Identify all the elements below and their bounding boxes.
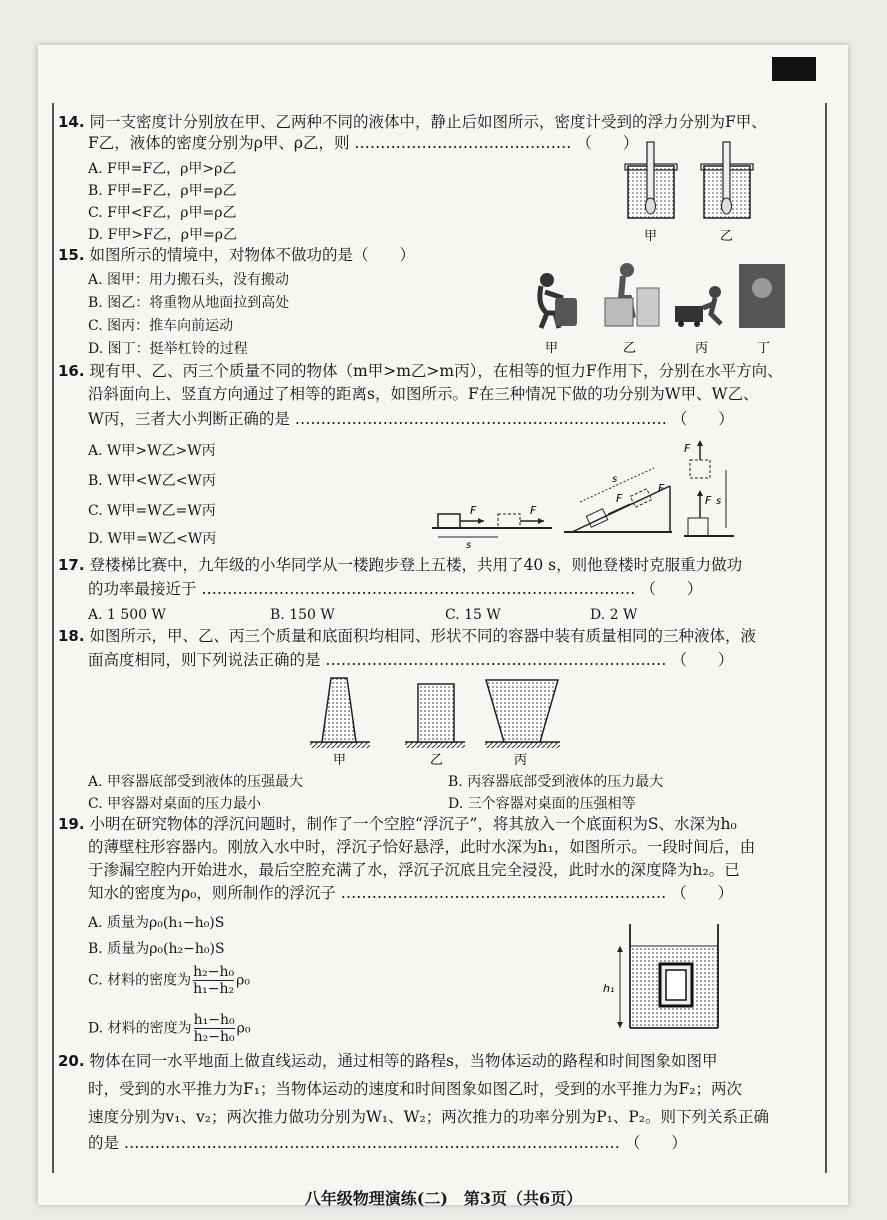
q16-force-figure <box>432 440 737 555</box>
svg-text:s: s <box>716 496 722 507</box>
q15-option-b: B. 图乙：将重物从地面拉到高处 <box>88 295 290 311</box>
q17-option-b: B. 150 W <box>270 607 335 623</box>
q20-line3: 速度分别为v₁、v₂；两次推力做功分别为W₁、W₂；两次推力的功率分别为P₁、P₂。则下列关系正确 <box>88 1108 770 1126</box>
svg-text:丁: 丁 <box>757 341 771 356</box>
q18-line2: 面高度相同，则下列说法正确的是 ………………………………………………………… （ ） <box>88 651 734 669</box>
q18-option-d: D. 三个容器对桌面的压强相等 <box>448 796 636 812</box>
q19-option-b: B. 质量为ρ₀(h₂−h₀)S <box>88 941 225 957</box>
q17-option-d: D. 2 W <box>590 607 638 623</box>
q14-line1: 14. 同一支密度计分别放在甲、乙两种不同的液体中，静止后如图所示，密度计受到的浮力分别为F甲、 <box>58 113 767 131</box>
q15-option-d: D. 图丁：挺举杠铃的过程 <box>88 341 248 357</box>
svg-text:甲: 甲 <box>333 753 347 768</box>
q20-line1: 20. 物体在同一水平地面上做直线运动，通过相等的路程s，当物体运动的路程和时间图象如图甲 <box>58 1052 718 1070</box>
q19-line3: 于渗漏空腔内开始进水，最后空腔充满了水，浮沉子沉底且完全浸没，此时水的深度降为h₂。已 <box>88 861 740 879</box>
q14-line2: F乙，液体的密度分别为ρ甲、ρ乙，则 …………………………………… （ ） <box>88 134 639 152</box>
q16-line2: 沿斜面向上、竖直方向通过了相等的距离s，如图所示。F在三种情况下做的功分别为W甲、W乙、 <box>88 385 759 403</box>
q19-option-a: A. 质量为ρ₀(h₁−h₀)S <box>88 915 225 931</box>
svg-text:s: s <box>466 540 472 551</box>
q14-number: 14. <box>58 113 85 131</box>
q19-line2: 的薄壁柱形容器内。刚放入水中时，浮沉子恰好悬浮，此时水深为h₁，如图所示。一段时间后，由 <box>88 838 756 856</box>
q14-hydrometer-figure <box>620 140 770 250</box>
svg-text:乙: 乙 <box>623 341 637 356</box>
svg-text:F: F <box>530 504 537 517</box>
q14-option-c: C. F甲<F乙，ρ甲=ρ乙 <box>88 205 237 221</box>
svg-text:乙: 乙 <box>430 753 444 768</box>
q16-line3: W丙，三者大小判断正确的是 ……………………………………………………………… （ ） <box>88 410 734 428</box>
q19-option-d: D. 材料的密度为 $\frac{\text{h₁−h₀}}{\text{h₂−h₀}}$ ρ₀ <box>88 1012 251 1045</box>
svg-text:F: F <box>705 494 712 507</box>
q19-option-c: C. 材料的密度为 $\frac{\text{h₂−h₀}}{\text{h₁−h₂}}$ ρ₀ <box>88 964 250 997</box>
q17-line1: 17. 登楼梯比赛中，九年级的小华同学从一楼跑步登上五楼，共用了40 s，则他登楼时克服重力做功 <box>58 556 743 574</box>
svg-text:甲: 甲 <box>545 341 559 356</box>
q17-option-a: A. 1 500 W <box>88 607 166 623</box>
svg-text:F: F <box>658 482 665 495</box>
svg-text:F: F <box>684 442 691 455</box>
q19-container-figure <box>600 920 725 1035</box>
q19-line1: 19. 小明在研究物体的浮沉问题时，制作了一个空腔“浮沉子”，将其放入一个底面积为S、水深为h₀ <box>58 815 737 833</box>
q18-option-b: B. 丙容器底部受到液体的压力最大 <box>448 774 664 790</box>
q19-line4: 知水的密度为ρ₀，则所制作的浮沉子 ……………………………………………………… （ ） <box>88 884 734 902</box>
q18-option-a: A. 甲容器底部受到液体的压强最大 <box>88 774 304 790</box>
q14-option-b: B. F甲=F乙，ρ甲=ρ乙 <box>88 183 237 199</box>
q14-option-d: D. F甲>F乙，ρ甲=ρ乙 <box>88 227 237 243</box>
q19-h1-label: h₁ <box>603 982 615 995</box>
q16-option-b: B. W甲<W乙<W丙 <box>88 473 216 489</box>
q15-line1: 15. 如图所示的情境中，对物体不做功的是（ ） <box>58 246 416 264</box>
svg-text:F: F <box>470 504 477 517</box>
q18-containers-figure <box>300 670 580 770</box>
q15-work-figures <box>525 258 790 358</box>
svg-text:s: s <box>612 474 618 485</box>
q17-option-c: C. 15 W <box>445 607 501 623</box>
q18-line1: 18. 如图所示，甲、乙、丙三个质量和底面积均相同、形状不同的容器中装有质量相同的三种液体，液 <box>58 627 757 645</box>
svg-text:丙: 丙 <box>695 341 709 356</box>
q16-option-a: A. W甲>W乙>W丙 <box>88 443 216 459</box>
q18-option-c: C. 甲容器对桌面的压力最小 <box>88 796 262 812</box>
q15-option-a: A. 图甲：用力搬石头，没有搬动 <box>88 272 290 288</box>
q16-option-c: C. W甲=W乙=W丙 <box>88 503 216 519</box>
q20-line4: 的是 …………………………………………………………………………………… （ ） <box>88 1134 687 1152</box>
svg-text:丙: 丙 <box>514 753 528 768</box>
page-footer: 八年级物理演练(二) 第3页（共6页） <box>304 1189 583 1208</box>
q14-option-a: A. F甲=F乙，ρ甲>ρ乙 <box>88 161 237 177</box>
q20-line2: 时，受到的水平推力为F₁；当物体运动的速度和时间图象如图乙时，受到的水平推力为F₂；两次 <box>88 1080 742 1098</box>
corner-mark <box>772 57 816 81</box>
q14-label-jia: 甲 <box>644 229 658 244</box>
q14-label-yi: 乙 <box>720 229 734 244</box>
q16-line1: 16. 现有甲、乙、丙三个质量不同的物体（m甲>m乙>m丙），在相等的恒力F作用下，分别在水平方向、 <box>58 362 783 380</box>
q15-option-c: C. 图丙：推车向前运动 <box>88 318 234 334</box>
q16-option-d: D. W甲=W乙<W丙 <box>88 531 217 547</box>
svg-text:F: F <box>616 492 623 505</box>
q17-line2: 的功率最接近于 ………………………………………………………………………… （ ） <box>88 580 703 598</box>
